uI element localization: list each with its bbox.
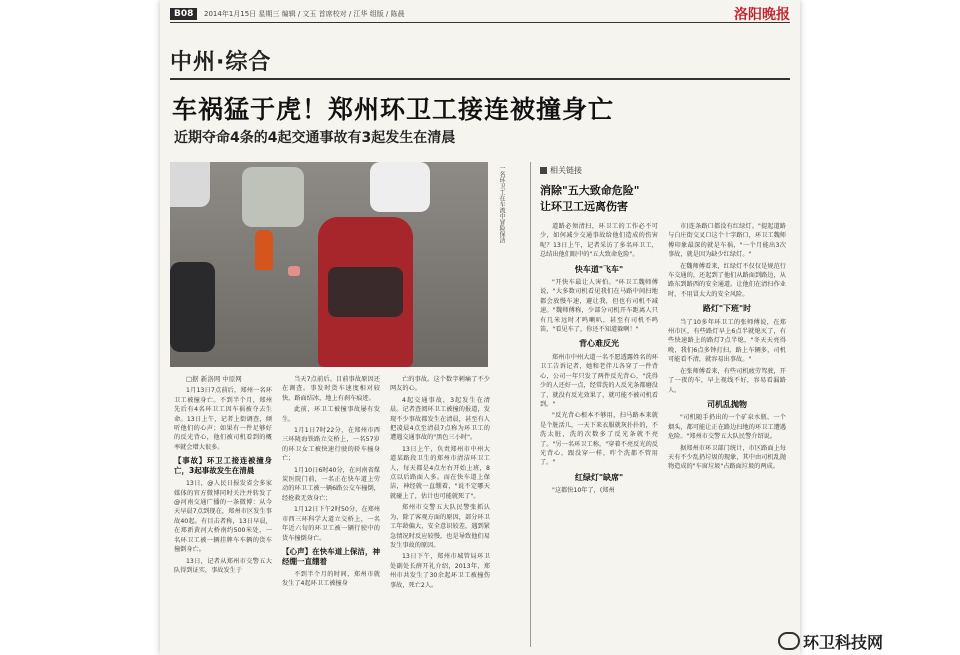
article-column-2 <box>282 375 380 591</box>
article-column-3 <box>390 375 490 592</box>
page-number: B08 <box>170 8 197 20</box>
paragraph: 亡的事故。这个数字刺痛了不少网友的心。 <box>390 376 490 393</box>
paragraph: 在张师傅看来，有些司机疲劳驾驶，开了一夜的车，早上视线不好，容易看漏路人。 <box>668 367 786 394</box>
paragraph: 据郑州市环卫部门统计，市区路面上每天有不少乱扔垃圾的现象，其中由司机乱抛物造成的"车窗垃圾"占路面垃圾的两成。 <box>668 444 786 471</box>
related-link-label: 相关链接 <box>550 166 582 175</box>
paragraph: 当了10多年环卫工的张师傅说，在郑州市区，有些路灯早上6点半就熄灭了，有些快速路上的路灯7点半熄，"冬天天亮得晚，我们6点多钟打扫，路上车辆多，司机可能看不清，就容易出事故。" <box>668 318 786 364</box>
paragraph: 郑州市交警五大队民警张抓认为，除了客观方面的原因，部分环卫工年龄偏大，安全意识较差，遇到紧急情况时反应较慢，也是导致他们易发生事故的原因。 <box>390 504 490 549</box>
subsection-heading: 红绿灯"缺席" <box>574 472 624 482</box>
subsection-heading: 【事故】环卫工接连被撞身亡，3起事故发生在清晨 <box>174 456 272 476</box>
subsection-heading: 【心声】在快车道上保洁，神经绷一直绷着 <box>282 546 380 566</box>
section-rule <box>170 78 790 80</box>
car-dark-left <box>170 262 215 352</box>
newspaper-masthead: 洛阳晚报 <box>734 7 790 23</box>
subsection-heading: 路灯"下班"时 <box>702 304 752 314</box>
photo-caption: 一名环卫工在车流中冒险保洁 <box>498 165 505 243</box>
headline: 车祸猛于虎！郑州环卫工接连被撞身亡 <box>172 95 615 124</box>
subsection-heading: 背心难反光 <box>579 339 619 349</box>
sanitation-worker <box>255 230 273 270</box>
car-top-left <box>170 162 210 207</box>
section-title: 中州·综合 <box>170 50 272 75</box>
related-title-line2: 让环卫工远离伤害 <box>540 200 628 213</box>
paragraph: "开快车最让人害怕。"环卫工魏师傅说，"大多数司机看见我们在马路中间扫地都会放慢车速，避让我，但也有司机不减速。"魏师傅称，少部分司机开车距离人只有几米远时才鸣喇叭，甚至有司机不鸣笛，"看见车了，你还不知道躲啊！" <box>540 279 658 334</box>
paragraph: 在魏师傅看来，红绿灯不仅仅是规范行车交通的，还起到了他们从路面到路边，从路东到路西的安全通道。让他们在清扫作业时，不用冒太大的安全风险。 <box>668 262 786 298</box>
paragraph: 4起交通事故，3起发生在清晨。记者查阅环卫工被撞的报道，发现不少事故都发生在清晨，甚至有人把凌晨4点至清晨7点称为环卫工的遭遇交通事故的"黑色三小时"。 <box>390 396 490 442</box>
paragraph: 不到半个月的时间，郑州市就发生了4起环卫工被撞身 <box>282 570 380 588</box>
paragraph: 13日，记者从郑州市交警五大队得到证实，事故发生于 <box>174 557 272 574</box>
paragraph: "反光背心根本不够用，扫马路本来就是个脏活儿，一天下来衣服就灰扑扑的，不洗太脏，洗的次数多了反光条就不亮了。"另一名环卫工称，"穿着不亮反光的反光背心，跟没穿一样，咋个洗都不管用了。" <box>540 412 658 467</box>
paragraph: 13日，@人民日报发省会多家媒体的官方微博同时关注并转发了@河南交通广播的一条微博：从今天早晨7点到现在，郑州市区发生事故40起。有目击者称，13日早晨，在郑新黄河大桥南约500米处，一名环卫工被一辆挂牌车车辆的货车撞倒身亡。 <box>174 480 272 554</box>
car-white <box>370 162 430 212</box>
subsection-heading: 快车道"飞车" <box>574 264 624 274</box>
related-title-line1: 消除"五大致命危险" <box>540 184 640 197</box>
subsection-heading: 司机乱抛物 <box>707 399 747 409</box>
paragraph: "司机随手扔出的一个矿泉水瓶、一个烟头，都可能让正在路边扫地的环卫工遭遇危险。"郑州市交警五大队民警介绍说。 <box>668 414 786 441</box>
paragraph: 市)连条路口都没有红绿灯。"提起道路与白庄街交叉口这个十字路口，环卫工魏师傅印象最深的就是车祸，"一个月能出3次事故，就是因为缺少红绿灯。" <box>668 223 786 259</box>
watermark-text: 环卫科技网 <box>803 633 884 652</box>
byline: □据 新洛网 中原网 <box>186 375 242 383</box>
newspaper-page <box>160 0 800 655</box>
related-link-tag <box>540 165 582 176</box>
related-column-2 <box>668 222 786 474</box>
worker-dustpan <box>288 266 300 276</box>
page-header <box>170 6 790 23</box>
paragraph: 当天7点前后。目前事故原因还在调查。事发时货车速度相对较快，路面结冰，地上有刹车痕迹。 <box>282 376 380 402</box>
car-red-windshield <box>328 267 403 317</box>
watermark <box>778 630 883 653</box>
paragraph: 此前，环卫工被撞事故屡有发生。 <box>282 406 380 423</box>
paragraph: "这都快10年了，(郑州 <box>552 487 615 495</box>
subheadline: 近期夺命4条的4起交通事故有3起发生在清晨 <box>174 130 456 146</box>
header-info: 2014年1月15日 星期三 编辑 / 文玉 首席校对 / 江华 组版 / 陈晨 <box>204 10 405 18</box>
square-bullet-icon <box>540 167 547 174</box>
news-photo <box>170 162 488 367</box>
paragraph: 1月10日6时40分，在河南省煤炭医院门前，一名正在快车道上劳动的环卫工被一辆6路公交车撞倒，经抢救无效身亡； <box>282 466 380 502</box>
article-column-1 <box>174 375 272 577</box>
column-divider <box>530 162 531 647</box>
paragraph: 1月1日7时22分，在郑州市西三环陇海铁路立交桥上，一名57岁的环卫女工被快速行驶的轿车撞身亡； <box>282 427 380 463</box>
car-silver <box>242 167 304 227</box>
related-column-1 <box>540 222 658 498</box>
paragraph: 道路必须清扫，环卫工的工作必不可少，如何减少交通事故给他们造成的伤害呢？13日上午，记者采访了多名环卫工，总结出他们眼中的"五大致命危险"。 <box>540 223 658 259</box>
paragraph: 郑州市中州大道一名不愿透露姓名的环卫工告诉记者，她和老伴儿各穿了一件背心，公司一年只发了两件反光背心，"洗得少的人还好一点，经常洗的人反光条都磨没了，就没有反光效果了，就可能不被司机看到。" <box>540 353 658 408</box>
paragraph: 13日下午，郑州市城管局环卫处副处长薛开礼介绍，2013年，郑州市共发生了30余起环卫工被撞伤事故，死亡2人。 <box>390 553 490 589</box>
paragraph: 13日上午，负责郑州市中州大道某路段卫生的郑州市清洁环卫工人，每天都是4点左右开始上班，8点以后路面人多。而在快车道上保洁，神经就一直绷着，"说不定哪天就碰上了，估计也可能就死了"。 <box>390 445 490 500</box>
paragraph: 1月13日7点前后，郑州一名环卫工被撞身亡。不到半个月，郑州先后有4名环卫工因车祸被夺去生命。13日上午，记者上街调查，倾听他们的心声；如果有一件足够好的反光背心，他们被司机看到的概率就会增大很多。 <box>174 387 272 451</box>
paragraph: 1月12日下午2时50分，在郑州市西三环科学大道立交桥上，一名年近六旬的环卫工被一辆行驶中的货车撞倒身亡。 <box>282 506 380 542</box>
wechat-icon <box>778 632 800 650</box>
